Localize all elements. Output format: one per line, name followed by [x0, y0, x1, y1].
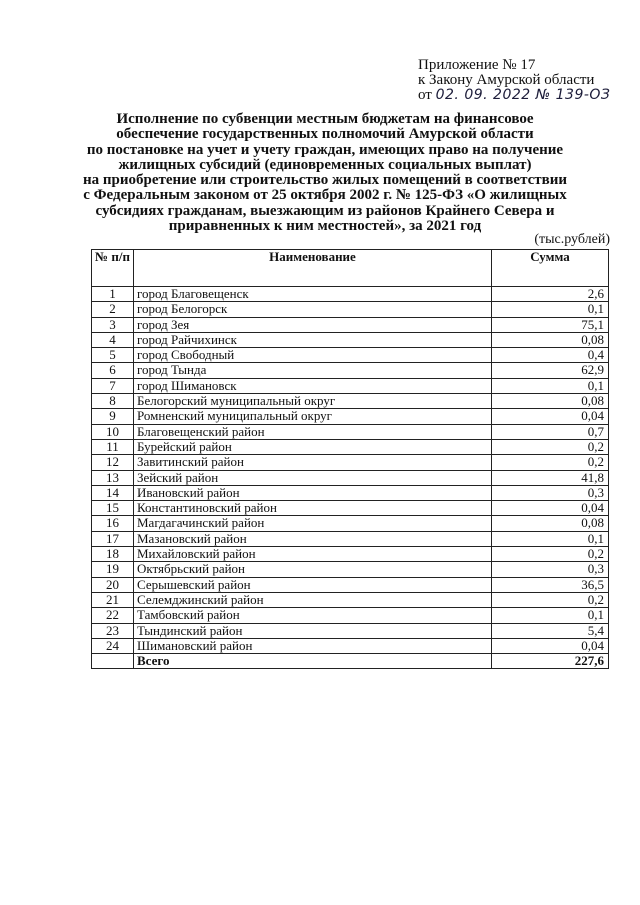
table-row	[92, 547, 609, 562]
row-sum: 0,08	[492, 394, 609, 409]
row-number: 11	[92, 439, 134, 454]
row-number: 7	[92, 378, 134, 393]
table-row	[92, 562, 609, 577]
row-name: Серышевский район	[134, 577, 492, 592]
row-number: 6	[92, 363, 134, 378]
row-sum: 0,2	[492, 455, 609, 470]
title-line: жилищных субсидий (единовременных социальных выплат)	[118, 156, 532, 173]
row-sum: 0,7	[492, 424, 609, 439]
document-title	[60, 112, 590, 234]
row-sum: 75,1	[492, 317, 609, 332]
row-sum: 0,2	[492, 592, 609, 607]
row-number: 10	[92, 424, 134, 439]
row-number: 12	[92, 455, 134, 470]
table-row	[92, 394, 609, 409]
row-sum: 0,1	[492, 531, 609, 546]
row-name: город Райчихинск	[134, 332, 492, 347]
row-sum: 0,04	[492, 501, 609, 516]
table-row	[92, 608, 609, 623]
row-number: 2	[92, 302, 134, 317]
row-number: 21	[92, 592, 134, 607]
title-line: обеспечение государственных полномочий Амурской области	[116, 126, 534, 143]
row-sum: 0,08	[492, 516, 609, 531]
row-sum: 5,4	[492, 623, 609, 638]
table-row	[92, 592, 609, 607]
row-number: 15	[92, 501, 134, 516]
row-name: Михайловский район	[134, 547, 492, 562]
table-row	[92, 302, 609, 317]
row-sum: 36,5	[492, 577, 609, 592]
row-number: 3	[92, 317, 134, 332]
total-row	[92, 654, 609, 669]
row-number: 16	[92, 516, 134, 531]
row-name: город Свободный	[134, 348, 492, 363]
table-header-row	[92, 250, 609, 287]
row-number: 17	[92, 531, 134, 546]
row-sum: 0,04	[492, 638, 609, 653]
table-row	[92, 638, 609, 653]
row-number: 23	[92, 623, 134, 638]
row-number: 13	[92, 470, 134, 485]
row-name: город Зея	[134, 317, 492, 332]
row-name: Шимановский район	[134, 638, 492, 653]
row-number: 22	[92, 608, 134, 623]
title-line: на приобретение или строительство жилых помещений в соответствии	[82, 172, 568, 189]
table-row	[92, 439, 609, 454]
table-row	[92, 287, 609, 302]
table-row	[92, 516, 609, 531]
table-row	[92, 378, 609, 393]
row-name: Мазановский район	[134, 531, 492, 546]
row-name: город Шимановск	[134, 378, 492, 393]
table-row	[92, 485, 609, 500]
row-sum: 62,9	[492, 363, 609, 378]
table-row	[92, 455, 609, 470]
row-name: Завитинский район	[134, 455, 492, 470]
row-sum: 0,1	[492, 302, 609, 317]
table-row	[92, 623, 609, 638]
title-line: субсидиях гражданам, выезжающим из районов Крайнего Севера и	[95, 202, 555, 219]
title-line: с Федеральным законом от 25 октября 2002 г. № 125-ФЗ «О жилищных	[83, 187, 567, 204]
table-row	[92, 531, 609, 546]
row-number: 19	[92, 562, 134, 577]
row-name: Ромненский муниципальный округ	[134, 409, 492, 424]
row-name: Магдагачинский район	[134, 516, 492, 531]
row-number: 4	[92, 332, 134, 347]
header-num: № п/п	[92, 250, 134, 287]
title-line: Исполнение по субвенции местным бюджетам на финансовое	[116, 111, 534, 127]
row-name: Бурейский район	[134, 439, 492, 454]
handwritten-date: 02. 09. 2022 № 139-ОЗ	[435, 87, 611, 103]
appendix-header	[418, 58, 610, 103]
row-sum: 0,08	[492, 332, 609, 347]
header-sum: Сумма	[492, 250, 609, 287]
table-row	[92, 501, 609, 516]
appendix-date-prefix: от	[418, 87, 432, 103]
row-number: 1	[92, 287, 134, 302]
table-row	[92, 348, 609, 363]
row-name: город Благовещенск	[134, 287, 492, 302]
table-row	[92, 317, 609, 332]
row-number: 9	[92, 409, 134, 424]
row-name: Селемджинский район	[134, 592, 492, 607]
row-sum: 0,1	[492, 378, 609, 393]
row-sum: 0,04	[492, 409, 609, 424]
row-sum: 2,6	[492, 287, 609, 302]
row-sum: 0,3	[492, 562, 609, 577]
row-name: город Белогорск	[134, 302, 492, 317]
row-number: 18	[92, 547, 134, 562]
total-sum: 227,6	[492, 654, 609, 669]
table-row	[92, 409, 609, 424]
total-num-cell	[92, 654, 134, 669]
row-number: 5	[92, 348, 134, 363]
row-sum: 0,4	[492, 348, 609, 363]
row-name: Ивановский район	[134, 485, 492, 500]
row-name: Октябрьский район	[134, 562, 492, 577]
table-row	[92, 470, 609, 485]
row-sum: 0,3	[492, 485, 609, 500]
total-label: Всего	[134, 654, 492, 669]
table-row	[92, 424, 609, 439]
title-line: по постановке на учет и учету граждан, имеющих право на получение	[86, 141, 564, 158]
row-number: 20	[92, 577, 134, 592]
appendix-date-line	[418, 88, 610, 103]
row-sum: 0,1	[492, 608, 609, 623]
row-number: 24	[92, 638, 134, 653]
row-number: 14	[92, 485, 134, 500]
row-name: Константиновский район	[134, 501, 492, 516]
row-name: Белогорский муниципальный округ	[134, 394, 492, 409]
row-sum: 0,2	[492, 439, 609, 454]
row-name: Тамбовский район	[134, 608, 492, 623]
appendix-law: к Закону Амурской области	[418, 72, 595, 88]
header-name: Наименование	[134, 250, 492, 287]
title-line: приравненных к ним местностей», за 2021 год	[168, 218, 482, 235]
row-name: город Тында	[134, 363, 492, 378]
table-row	[92, 332, 609, 347]
row-name: Зейский район	[134, 470, 492, 485]
units-label: (тыс.рублей)	[534, 232, 610, 247]
appendix-number: Приложение № 17	[418, 57, 536, 73]
row-sum: 0,2	[492, 547, 609, 562]
row-name: Благовещенский район	[134, 424, 492, 439]
table-row	[92, 577, 609, 592]
row-name: Тындинский район	[134, 623, 492, 638]
table-row	[92, 363, 609, 378]
row-sum: 41,8	[492, 470, 609, 485]
subsidy-table	[91, 249, 609, 669]
row-number: 8	[92, 394, 134, 409]
